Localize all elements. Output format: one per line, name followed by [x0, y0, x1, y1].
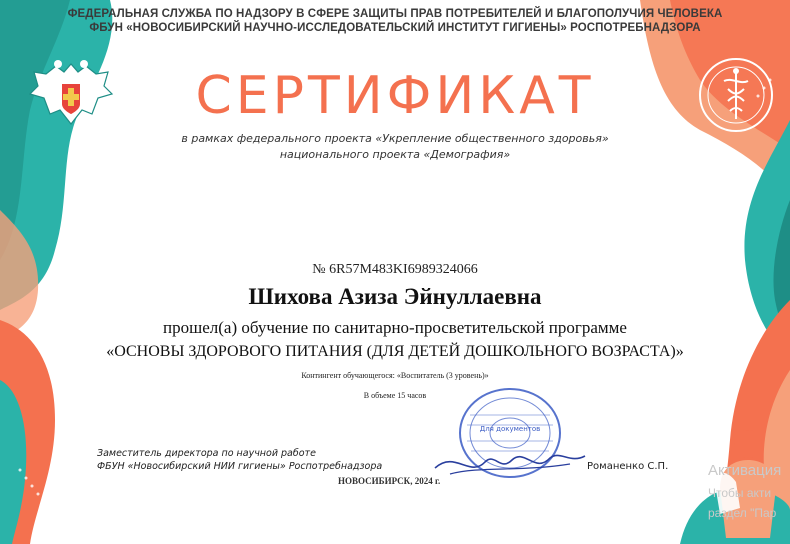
hours-text: В объеме 15 часов [363, 391, 427, 400]
certificate-subtitle-line1: в рамках федерального проекта «Укрепление общественного здоровья» [181, 132, 609, 145]
holder-name: Шихова Азиза Эйнуллаевна [248, 284, 542, 309]
person-figure-icon [700, 418, 780, 544]
header-org-line1: ФЕДЕРАЛЬНАЯ СЛУЖБА ПО НАДЗОРУ В СФЕРЕ ЗАЩИТЫ ПРАВ ПОТРЕБИТЕЛЕЙ И БЛАГОПОЛУЧИЯ ЧЕЛОВЕКА [67, 8, 723, 20]
signer-position-line2: ФБУН «Новосибирский НИИ гигиены» Роспотребнадзора [97, 461, 383, 472]
program-title: «ОСНОВЫ ЗДОРОВОГО ПИТАНИЯ (ДЛЯ ДЕТЕЙ ДОШКОЛЬНОГО ВОЗРАСТА)» [106, 343, 684, 360]
certificate-title: СЕРТИФИКАТ [195, 66, 595, 126]
city-year: НОВОСИБИРСК, 2024 г. [338, 476, 441, 486]
certificate-subtitle-line2: национального проекта «Демография» [279, 148, 511, 161]
certificate-number: № 6R57M483KI6989324066 [312, 262, 478, 277]
signer-position-line1: Заместитель директора по научной работе [97, 448, 316, 459]
activation-watermark-title: Активация [708, 462, 782, 479]
header-org-line2: ФБУН «НОВОСИБИРСКИЙ НАУЧНО-ИССЛЕДОВАТЕЛЬСКИЙ ИНСТИТУТ ГИГИЕНЫ» РОСПОТРЕБНАДЗОРА [89, 22, 701, 34]
activation-watermark-line2: Чтобы акти [708, 486, 772, 500]
handwritten-signature [430, 438, 590, 488]
stamp-text: Для документов [479, 425, 541, 433]
passed-text: прошел(а) обучение по санитарно-просветительской программе [163, 318, 627, 337]
activation-watermark-line3: раздел "Пар [708, 506, 777, 520]
signer-name: Романенко С.П. [587, 461, 669, 472]
contingent-text: Контингент обучающегося: «Воспитатель (3 уровень)» [301, 371, 489, 380]
